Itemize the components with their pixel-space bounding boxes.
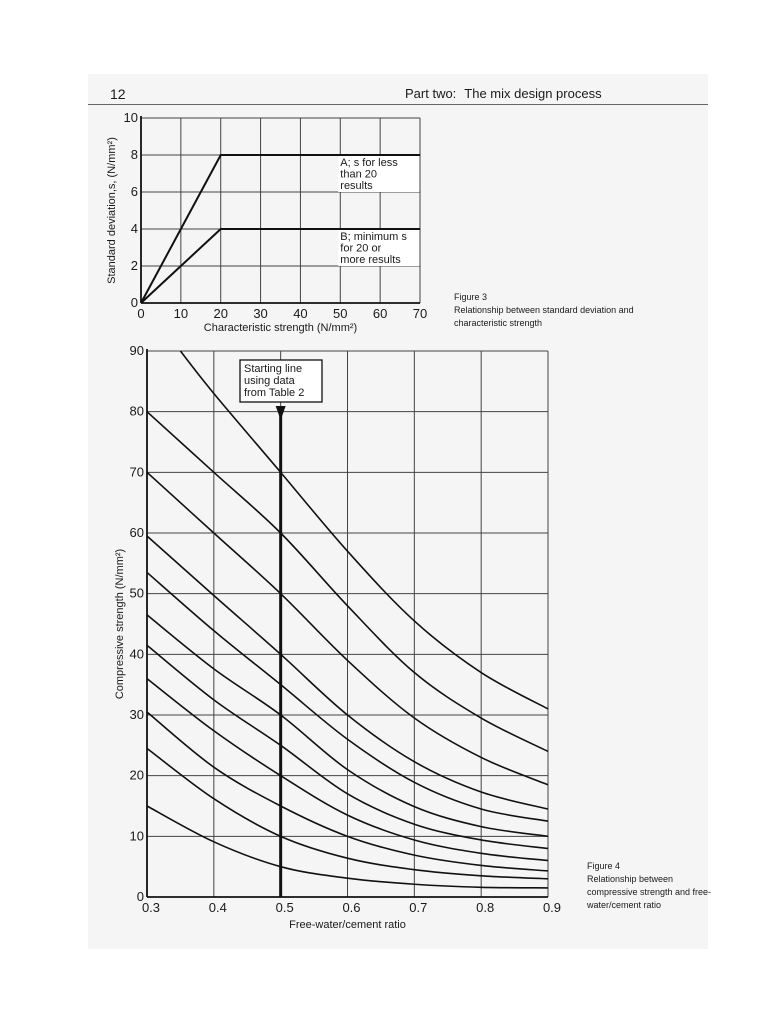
y-tick-label: 50 <box>129 585 144 601</box>
y-tick-label: 40 <box>129 646 144 662</box>
y-tick-label: 0 <box>136 889 144 904</box>
y-tick-label: 30 <box>129 707 144 722</box>
x-axis-title: Free-water/cement ratio <box>289 919 406 931</box>
x-tick-label: 10 <box>173 306 189 321</box>
y-axis-title: Compressive strength (N/mm²) <box>114 548 126 700</box>
page-number: 12 <box>110 86 126 102</box>
y-tick-label: 2 <box>130 258 138 273</box>
y-tick-label: 0 <box>130 295 138 310</box>
annotation-text: for 20 or <box>340 242 382 255</box>
x-tick-label: 40 <box>293 306 308 321</box>
annotation-text: than 20 <box>340 168 377 181</box>
y-axis-title: Standard deviation,s, (N/mm²) <box>106 137 118 284</box>
figure-3-label: Figure 3 <box>454 292 488 302</box>
starting-line-text: Starting line <box>244 363 303 375</box>
starting-line-arrow <box>276 406 286 420</box>
y-tick-label: 80 <box>129 403 144 419</box>
x-tick-label: 0.9 <box>542 900 562 915</box>
x-axis-title: Characteristic strength (N/mm²) <box>203 322 358 334</box>
annotation-text: A; s for less <box>340 157 398 169</box>
starting-line-text: from Table 2 <box>244 387 305 399</box>
y-tick-label: 10 <box>123 110 138 125</box>
annotation-text: more results <box>340 254 401 266</box>
strength-curve <box>180 351 548 709</box>
x-tick-label: 50 <box>333 306 348 321</box>
y-tick-label: 60 <box>129 525 144 540</box>
figure-3-caption <box>454 291 684 330</box>
y-tick-label: 6 <box>130 184 138 199</box>
y-tick-label: 70 <box>129 464 144 480</box>
figure-4-caption-text: Relationship between compressive strength and free-water/cement ratio <box>587 874 712 910</box>
x-tick-label: 0.4 <box>208 900 227 915</box>
x-tick-label: 0.3 <box>141 900 161 915</box>
y-tick-label: 8 <box>130 147 138 162</box>
x-tick-label: 0.6 <box>342 900 361 915</box>
y-tick-label: 10 <box>129 828 144 844</box>
figure-4-caption <box>587 860 712 912</box>
x-tick-label: 0.5 <box>275 900 294 915</box>
x-tick-label: 0 <box>137 306 145 321</box>
x-tick-label: 30 <box>253 306 268 321</box>
starting-line-text: using data <box>244 375 295 387</box>
y-tick-label: 20 <box>129 767 144 783</box>
figure-4-label: Figure 4 <box>587 861 621 871</box>
header-part: Part two: <box>405 86 457 101</box>
y-tick-label: 90 <box>129 343 144 358</box>
annotation-text: results <box>340 180 373 192</box>
x-tick-label: 20 <box>213 306 228 321</box>
x-tick-label: 0.8 <box>476 900 495 915</box>
figure-3-caption-text: Relationship between standard deviation and characteristic strength <box>454 305 634 328</box>
header-section: The mix design process <box>464 86 602 101</box>
x-tick-label: 60 <box>372 306 388 321</box>
x-tick-label: 0.7 <box>409 900 428 915</box>
x-tick-label: 70 <box>412 306 428 321</box>
y-tick-label: 4 <box>130 221 138 236</box>
annotation-text: B; minimum s <box>340 231 407 243</box>
